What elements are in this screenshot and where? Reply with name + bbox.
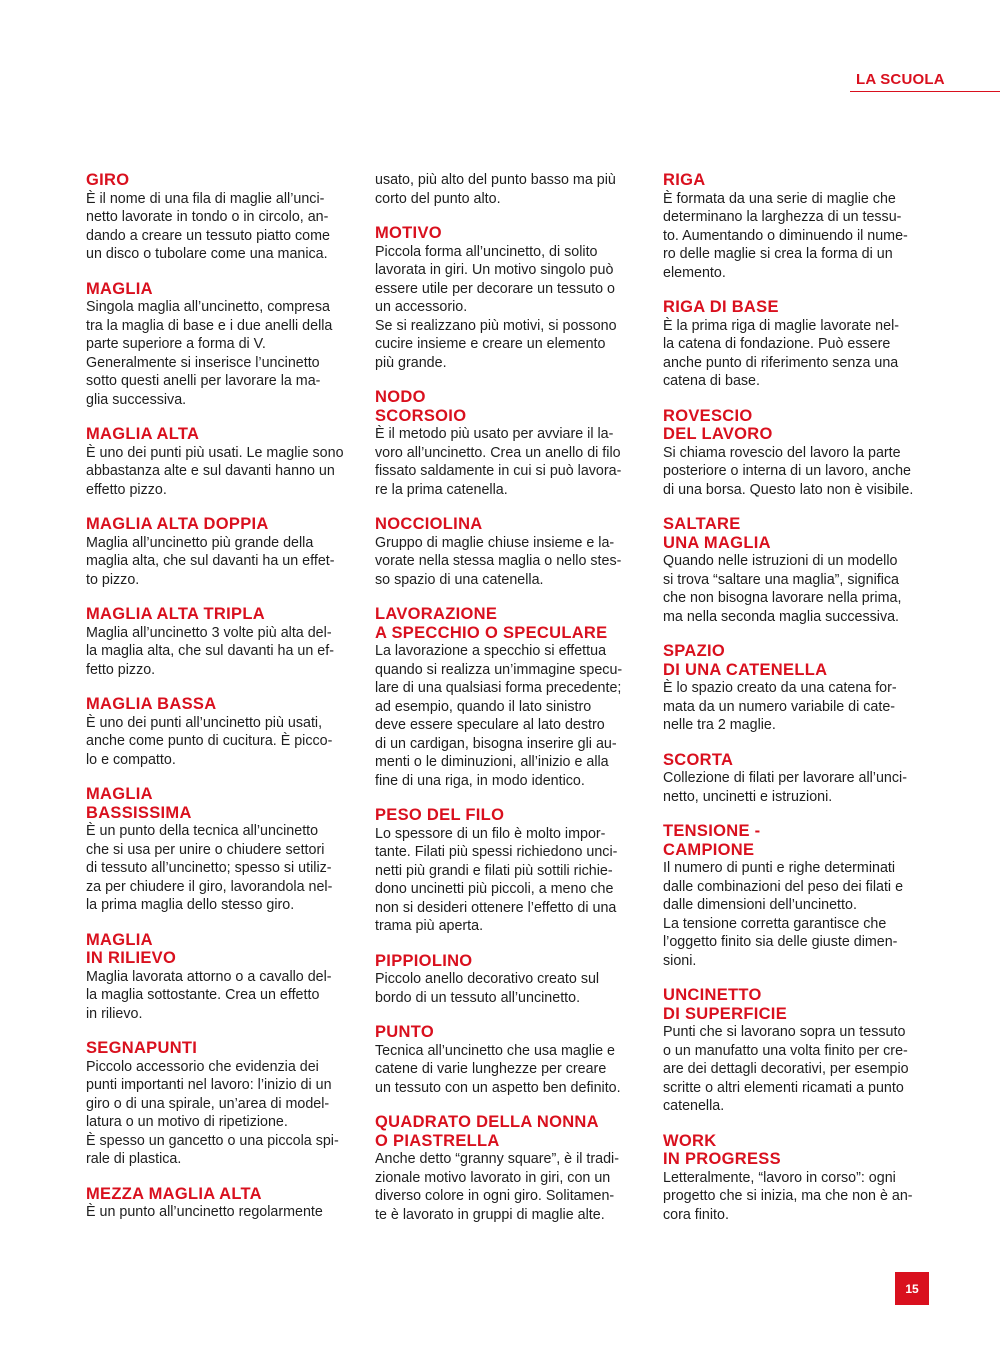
glossary-term: RIGA DI BASE — [663, 298, 779, 316]
glossary-definition: È il nome di una fila di maglie all’unci- netto lavorate in tondo o in circolo, an- dando a creare un tessuto piatto come un disco o tubolare come una manica. — [86, 190, 330, 262]
glossary-definition: Letteralmente, “lavoro in corso”: ogni progetto che si inizia, ma che non è an- cora finito. — [663, 1169, 913, 1223]
header-rule — [850, 91, 1000, 92]
glossary-entry — [663, 298, 930, 391]
glossary-definition: Il numero di punti e righe determinati dalle combinazioni del peso dei filati e dalle dimensioni dell’uncinetto. La tensione corretta garantisce che l’oggetto finito sia delle giuste dimen- sioni. — [663, 860, 904, 969]
glossary-term: GIRO — [86, 171, 130, 189]
glossary-definition: È il metodo più usato per avviare il la- voro all’uncinetto. Crea un anello di filo fissato saldamente in cui si può lavora- re la prima catenella. — [375, 426, 622, 498]
glossary-entry — [375, 806, 642, 936]
glossary-definition: È formata da una serie di maglie che determinano la larghezza di un tessu- to. Aumentando o diminuendo il nume- ro delle maglie si crea la forma di un elemento. — [663, 190, 908, 281]
glossary-term: WORK IN PROGRESS — [663, 1131, 781, 1168]
glossary-entry — [375, 1113, 642, 1224]
glossary-term: PESO DEL FILO — [375, 806, 505, 824]
glossary-entry — [86, 785, 353, 915]
glossary-entry — [663, 1132, 930, 1225]
glossary-definition: usato, più alto del punto basso ma più corto del punto alto. — [375, 172, 616, 207]
glossary-definition: È uno dei punti più usati. Le maglie sono abbastanza alte e sul davanti hanno un effetto pizzo. — [86, 444, 344, 498]
glossary-entry — [86, 171, 353, 264]
glossary-definition: Piccolo accessorio che evidenzia dei punti importanti nel lavoro: l’inizio di un giro o di una spirale, un’area di model- latura o un motivo di ripetizione. È spesso un gancetto o una piccola spi- rale di plastica. — [86, 1058, 339, 1167]
glossary-entry — [663, 986, 930, 1116]
glossary-definition: Piccola forma all’uncinetto, di solito lavorata in giri. Un motivo singolo può essere utile per decorare un tessuto o un accessorio. Se si realizzano più motivi, si possono cucire insieme e creare un elemento più grande. — [375, 243, 617, 371]
glossary-term: LAVORAZIONE A SPECCHIO O SPECULARE — [375, 605, 608, 642]
glossary-term: NOCCIOLINA — [375, 515, 483, 533]
glossary-entry — [375, 605, 642, 790]
glossary-entry — [86, 605, 353, 679]
glossary-column-1 — [86, 171, 353, 1238]
glossary-entry — [663, 515, 930, 626]
glossary-term: PIPPIOLINO — [375, 951, 473, 970]
glossary-term: MAGLIA ALTA DOPPIA — [86, 515, 269, 533]
glossary-entry — [375, 952, 642, 1008]
glossary-definition: Tecnica all’uncinetto che usa maglie e catene di varie lunghezze per creare un tessuto con un aspetto ben definito. — [375, 1042, 621, 1096]
glossary-definition: Gruppo di maglie chiuse insieme e la- vorate nella stessa maglia o nello stes- so spazio di una catenella. — [375, 534, 622, 588]
section-title: LA SCUOLA — [856, 71, 945, 88]
glossary-entry — [663, 171, 930, 282]
glossary-entry — [663, 407, 930, 500]
glossary-term: MAGLIA — [86, 279, 153, 298]
glossary-term: SCORTA — [663, 750, 734, 769]
glossary-definition: Punti che si lavorano sopra un tessuto o un manufatto una volta finito per cre- are dei dettagli decorativi, per esempio scritte o altri elementi ricamati a punto catenella. — [663, 1024, 909, 1114]
glossary-entry — [86, 1039, 353, 1169]
glossary-definition: La lavorazione a specchio si effettua quando si realizza un’immagine specu- lare di una qualsiasi forma precedente; ad esempio, quando il lato sinistro deve essere speculare al lato destro di un cardigan, bisogna inserire gli au- menti o le diminuzioni, all’inizio e alla fine di una riga, in modo identico. — [375, 643, 623, 789]
glossary-entry — [375, 515, 642, 589]
glossary-term: MEZZA MAGLIA ALTA — [86, 1184, 262, 1203]
glossary-entry — [375, 171, 642, 208]
glossary-term: MAGLIA BASSA — [86, 695, 217, 713]
glossary-column-3 — [663, 171, 930, 1240]
glossary-term: UNCINETTO DI SUPERFICIE — [663, 986, 788, 1023]
glossary-definition: È lo spazio creato da una catena for- mata da un numero variabile di cate- nelle tra 2 maglie. — [663, 680, 897, 733]
glossary-term: SPAZIO DI UNA CATENELLA — [663, 642, 828, 679]
glossary-term: QUADRATO DELLA NONNA O PIASTRELLA — [375, 1113, 599, 1150]
glossary-definition: Singola maglia all’uncinetto, compresa tra la maglia di base e i due anelli della parte superiore a forma di V. Generalmente si inserisce l’uncinetto sotto questi anelli per lavorare la ma- glia successiva. — [86, 299, 333, 408]
glossary-definition: Maglia lavorata attorno o a cavallo del- la maglia sottostante. Crea un effetto in rilievo. — [86, 968, 332, 1022]
glossary-entry — [86, 425, 353, 499]
glossary-entry — [375, 1023, 642, 1097]
glossary-entry — [663, 751, 930, 807]
glossary-term: MAGLIA ALTA TRIPLA — [86, 605, 265, 623]
glossary-term: MOTIVO — [375, 224, 442, 242]
glossary-definition: È un punto all’uncinetto regolarmente — [86, 1204, 323, 1220]
glossary-entry — [86, 1185, 353, 1222]
glossary-entry — [86, 515, 353, 589]
glossary-entry — [375, 224, 642, 372]
glossary-term: PUNTO — [375, 1023, 434, 1041]
glossary-definition: È la prima riga di maglie lavorate nel- la catena di fondazione. Può essere anche punto di riferimento senza una catena di base. — [663, 317, 900, 389]
glossary-definition: È un punto della tecnica all’uncinetto che si usa per unire o chiudere settori di tessuto all’uncinetto; spesso si utiliz- za per chiudere il giro, lavorandola nel- la prima maglia dello stesso giro. — [86, 823, 333, 913]
glossary-term: MAGLIA BASSISSIMA — [86, 785, 192, 822]
glossary-definition: Anche detto “granny square”, è il tradi- zionale motivo lavorato in giri, con un diverso colore in ogni giro. Solitamen- te è lavorato in gruppi di maglie alte. — [375, 1151, 619, 1223]
glossary-definition: Si chiama rovescio del lavoro la parte posteriore o interna di un lavoro, anche di una borsa. Questo lato non è visibile. — [663, 444, 914, 498]
glossary-entry — [663, 822, 930, 970]
glossary-definition: Lo spessore di un filo è molto impor- tante. Filati più spessi richiedono unci- netti più grandi e filati più sottili richie- dono uncinetti più piccoli, a meno che non si desideri ottenere l’effetto di una trama più aperta. — [375, 825, 618, 934]
glossary-term: SEGNAPUNTI — [86, 1039, 198, 1057]
glossary-definition: Maglia all’uncinetto più grande della maglia alta, che sul davanti ha un effet- to pizzo. — [86, 534, 335, 588]
glossary-entry — [86, 931, 353, 1024]
glossary-entry — [375, 388, 642, 499]
glossary-term: SALTARE UNA MAGLIA — [663, 515, 771, 552]
glossary-entry — [663, 642, 930, 735]
glossary-column-2 — [375, 171, 642, 1240]
glossary-term: TENSIONE - CAMPIONE — [663, 822, 761, 859]
glossary-term: NODO SCORSOIO — [375, 388, 467, 425]
glossary-term: ROVESCIO DEL LAVORO — [663, 406, 773, 443]
glossary-term: MAGLIA ALTA — [86, 425, 200, 443]
page-number: 15 — [895, 1272, 929, 1305]
glossary-term: MAGLIA IN RILIEVO — [86, 930, 177, 967]
glossary-definition: È uno dei punti all’uncinetto più usati, anche come punto di cucitura. È picco- lo e compatto. — [86, 714, 333, 768]
glossary-definition: Piccolo anello decorativo creato sul bordo di un tessuto all’uncinetto. — [375, 971, 600, 1006]
glossary-entry — [86, 695, 353, 769]
glossary-definition: Quando nelle istruzioni di un modello si trova “saltare una maglia”, significa che non bisogna lavorare nella prima, ma nella seconda maglia successiva. — [663, 553, 902, 625]
glossary-definition: Maglia all’uncinetto 3 volte più alta del- la maglia alta, che sul davanti ha un ef- fetto pizzo. — [86, 624, 334, 678]
glossary-definition: Collezione di filati per lavorare all’unci- netto, uncinetti e istruzioni. — [663, 770, 907, 805]
glossary-entry — [86, 280, 353, 410]
glossary-term: RIGA — [663, 171, 706, 189]
